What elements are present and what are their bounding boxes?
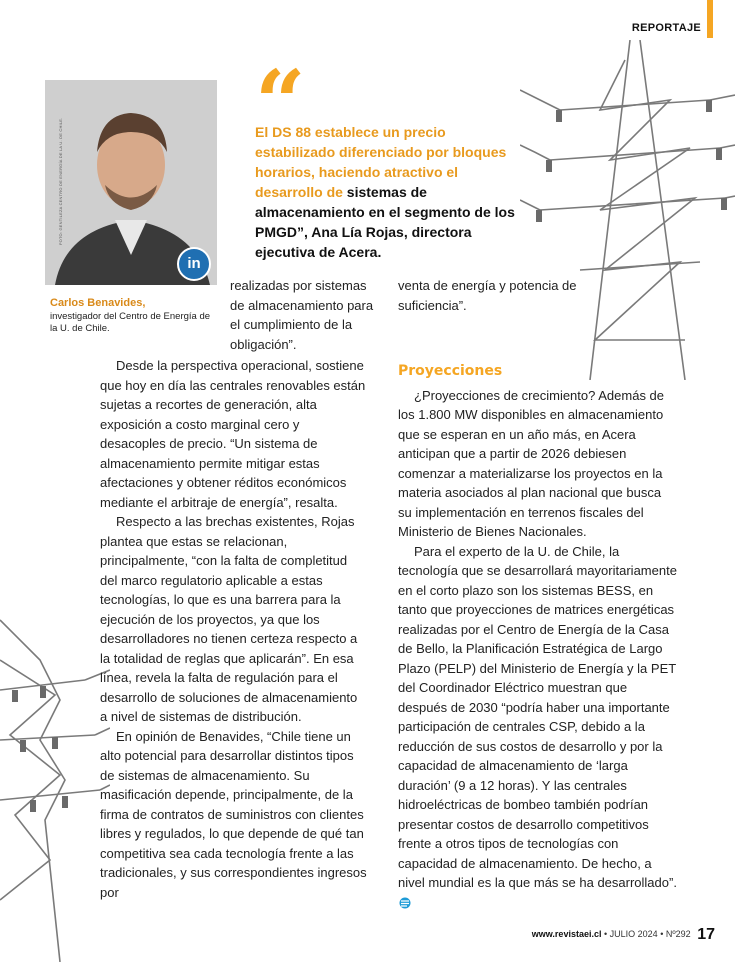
linkedin-icon[interactable]: in (177, 247, 211, 281)
accent-bar (707, 0, 713, 38)
paragraph (398, 542, 678, 913)
paragraph: Respecto a las brechas existentes, Rojas plantea que estas se relacionan, principalmente, “con la falta de completitud del marco regulatorio aplicable a estas tecnologías, lo que es una barrera para la ejecución de los proyectos, ya que los desarrolladores no tienen certeza respecto a la totalidad de reglas que aplicarán”. En esa línea, revela la falta de regulación para el desarrollo de soluciones de almacenamiento a nivel de sistemas de distribución. (100, 514, 358, 724)
footer-site[interactable]: www.revistaei.cl (531, 929, 602, 939)
footer-issue: JULIO 2024 (609, 929, 658, 939)
column2-lead (398, 276, 578, 315)
caption-role: investigador del Centro de Energía de la U. de Chile. (50, 311, 211, 334)
paragraph: venta de energía y potencia de suficiencia”. (398, 278, 577, 313)
footer-sep: • (660, 929, 664, 939)
paragraph: ¿Proyecciones de crecimiento? Además de los 1.800 MW disponibles en almacenamiento que se esperan en un año más, en Acera anticipan que a partir de 2026 debiesen comenzar a materializarse los proyectos en la materia asociados al plan nacional que busca su implementación en terrenos fiscales del Ministerio de Bienes Nacionales. (398, 387, 665, 539)
subheading: Proyecciones (398, 363, 503, 379)
section-label: REPORTAJE (631, 22, 701, 34)
paragraph: Desde la perspectiva operacional, sostiene que hoy en día las centrales renovables están sujetas a recortes de generación, alta exposición a costo marginal cero y desacoples de precio. “Un sistema de almacenamiento permite mitigar estas afectaciones y obtener réditos económicos mediante el arbitraje de energía”, resalta. (100, 358, 366, 510)
quote-mark-icon: “ (255, 50, 306, 154)
end-mark-icon (398, 897, 412, 909)
caption-name: Carlos Benavides, (50, 297, 146, 309)
column1-lead (230, 276, 380, 354)
power-tower-right-illustration (520, 40, 735, 380)
pull-quote (255, 122, 520, 262)
paragraph-text: Para el experto de la U. de Chile, la tecnología que se desarrollará mayoritariamente en el corto plazo son los sistemas BESS, en tanto que proyecciones de matrices energéticas realizadas por el Centro de Energía de la Casa de Bello, la Planificación Estratégica de Largo Plazo (PELP) del Ministerio de Energía y la PET del Coordinador Eléctrico muestran que después de 2030 “podría haber una importante participación de centrales CSP, debido a la reducción de sus costos de desarrollo y por la capacidad de almacenamiento de ‘larga duración’ (9 a 12 horas). Y las centrales hidroeléctricas de bombeo también podrían presentar costos de desarrollo competitivos frente a otros tipos de tecnologías con capacidad de almacenamiento. De hecho, a nivel mundial es la que más se ha desarrollado”. (398, 543, 677, 890)
pull-quote-rest: sistemas de almacenamiento en el segmento de los PMGD”, Ana Lía Rojas, directora ejecutiva de Acera. (255, 184, 515, 260)
paragraph: realizadas por sistemas de almacenamiento para el cumplimiento de la obligación”. (230, 278, 374, 352)
column2-body (398, 362, 678, 912)
footer-sep: • (603, 929, 608, 939)
power-tower-left-illustration (0, 600, 110, 962)
footer-number: Nº292 (665, 929, 691, 939)
paragraph: En opinión de Benavides, “Chile tiene un alto potencial para desarrollar distintos tipos de sistemas de almacenamiento. Su masificación depende, principalmente, de la firma de contratos de suministros con clientes libres y regulados, lo que depende de qué tan competitiva sea cada tecnología frente a las tradicionales, y sus correspondientes ingresos por (100, 728, 367, 900)
page-number: 17 (697, 926, 715, 943)
column1-body (100, 356, 368, 902)
footer (532, 926, 715, 944)
photo-credit: FOTO: GENTILEZA CENTRO DE ENERGÍA DE LA U. DE CHILE. (58, 117, 63, 245)
pull-quote-highlight: El DS 88 establece un precio estabilizado diferenciado por bloques horarios, haciendo atractivo el desarrollo de (255, 124, 507, 200)
